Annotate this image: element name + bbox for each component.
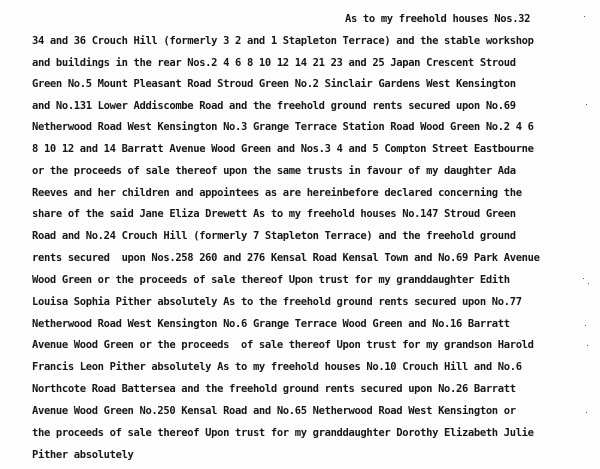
text-line-5: and No.131 Lower Addiscombe Road and the freehold ground rents secured upon No.69 xyxy=(32,100,516,112)
text-line-18: Northcote Road Battersea and the freehold ground rents secured upon No.26 Barratt xyxy=(32,383,516,395)
text-line-3: and buildings in the rear Nos.2 4 6 8 10 12 14 21 23 and 25 Japan Crescent Stroud xyxy=(32,57,516,69)
scan-speck xyxy=(586,104,587,105)
scan-speck xyxy=(587,345,588,346)
text-line-15: Netherwood Road West Kensington No.6 Grange Terrace Wood Green and No.16 Barratt xyxy=(32,318,510,330)
text-line-9: Reeves and her children and appointees as are hereinbefore declared concerning the xyxy=(32,187,522,199)
text-line-8: or the proceeds of sale thereof upon the same trusts in favour of my daughter Ada xyxy=(32,165,516,177)
text-line-10: share of the said Jane Eliza Drewett As to my freehold houses No.147 Stroud Green xyxy=(32,208,516,220)
text-line-4: Green No.5 Mount Pleasant Road Stroud Green No.2 Sinclair Gardens West Kensington xyxy=(32,78,516,90)
text-line-11: Road and No.24 Crouch Hill (formerly 7 Stapleton Terrace) and the freehold ground xyxy=(32,230,516,242)
text-line-20: the proceeds of sale thereof Upon trust for my granddaughter Dorothy Elizabeth Julie xyxy=(32,427,534,439)
text-line-16: Avenue Wood Green or the proceeds of sale thereof Upon trust for my grandson Harold xyxy=(32,339,534,351)
text-line-12: rents secured upon Nos.258 260 and 276 Kensal Road Kensal Town and No.69 Park Avenue xyxy=(32,252,540,264)
text-line-13: Wood Green or the proceeds of sale thereof Upon trust for my granddaughter Edith xyxy=(32,274,510,286)
text-line-7: 8 10 12 and 14 Barratt Avenue Wood Green and Nos.3 4 and 5 Compton Street Eastbourne xyxy=(32,143,534,155)
text-line-6: Netherwood Road West Kensington No.3 Grange Terrace Station Road Wood Green No.2 4 6 xyxy=(32,121,534,133)
text-line-1: As to my freehold houses Nos.32 xyxy=(345,13,531,25)
text-line-2: 34 and 36 Crouch Hill (formerly 3 2 and 1 Stapleton Terrace) and the stable workshop xyxy=(32,35,534,47)
scan-speck xyxy=(583,278,584,279)
scan-speck xyxy=(585,325,586,326)
text-line-14: Louisa Sophia Pither absolutely As to the freehold ground rents secured upon No.77 xyxy=(32,296,522,308)
scan-speck xyxy=(586,412,587,413)
scan-speck xyxy=(588,283,589,284)
scan-speck xyxy=(584,16,585,17)
text-line-19: Avenue Wood Green No.250 Kensal Road and No.65 Netherwood Road West Kensington or xyxy=(32,405,516,417)
text-line-21: Pither absolutely xyxy=(32,449,134,461)
text-line-17: Francis Leon Pither absolutely As to my freehold houses No.10 Crouch Hill and No.6 xyxy=(32,361,522,373)
